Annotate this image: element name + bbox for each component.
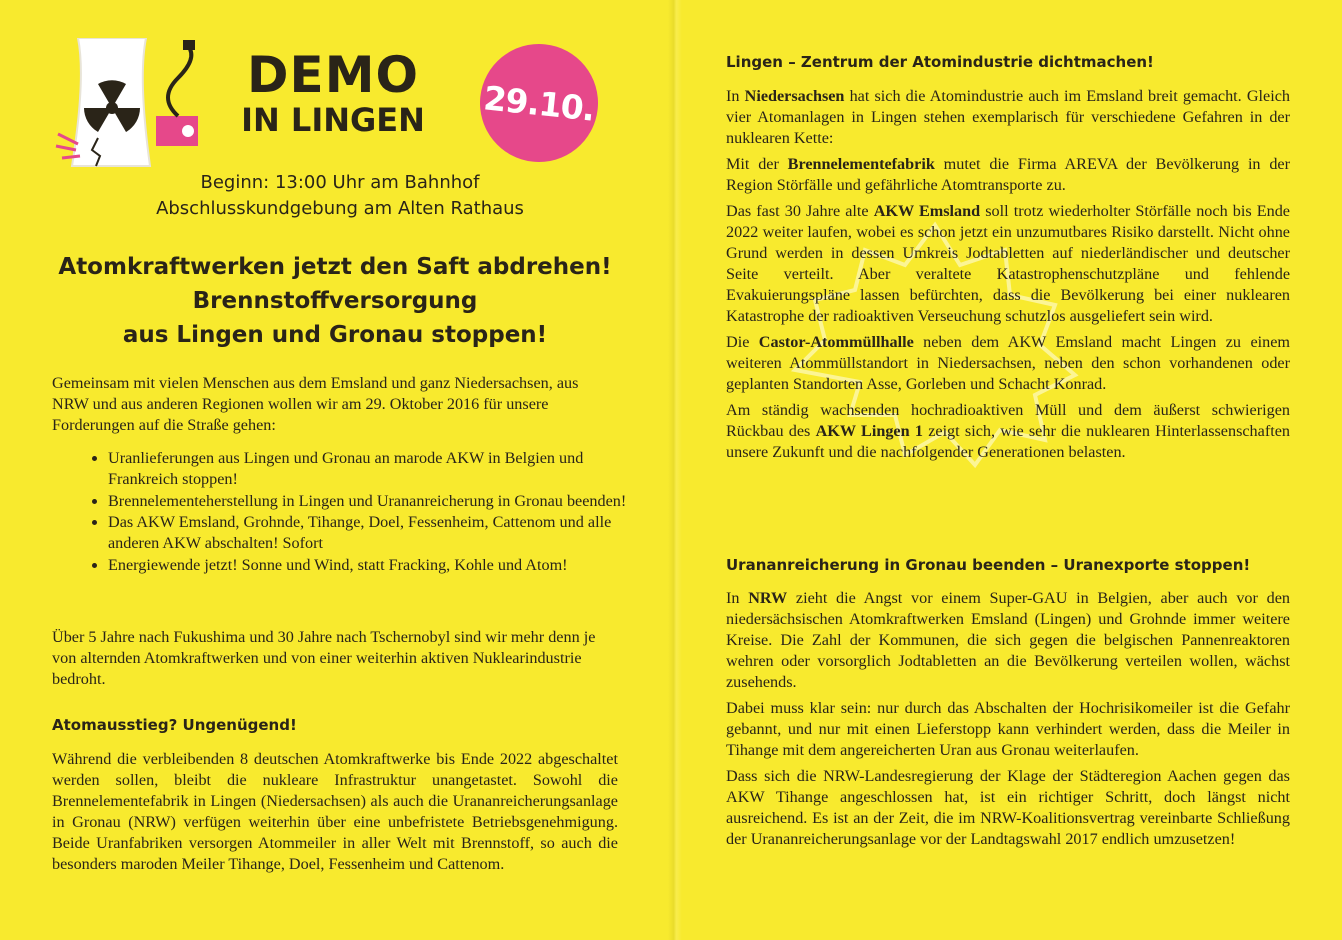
- list-item: • Das AKW Emsland, Grohnde, Tihange, Doel, Fessenheim, Cattenom und alle anderen AKW abschalten! Sofort: [108, 512, 628, 554]
- event-meta: [60, 170, 620, 222]
- text-span: Die: [726, 333, 759, 351]
- text-span: soll trotz wiederholter Störfälle noch bis Ende 2022 weiter laufen, wobei es schon jetzt ein unzumutbares Risiko darstellt. Nicht ohne Grund werden in dessen Umkreis Jodtabletten auf niederländischer und deutscher Seite verteilt. Aber veraltete Katastrophenschutzpläne und fehlende Evakuierungspläne lassen befürchten, dass die Bevölkerung bei einer nuklearen Katastrophe der radioaktiven Verseuchung schutzlos ausgeliefert sein wird.: [726, 202, 1290, 325]
- lingen-section: [726, 86, 1290, 468]
- akw-emsland-paragraph: [726, 201, 1290, 327]
- nrw-paragraph: [726, 588, 1290, 693]
- hochrisikomeiler-paragraph: Dabei muss klar sein: nur durch das Abschalten der Hochrisikomeiler ist die Gefahr gebannt, und nur mit einen Lieferstopp kann verhindert werden, dass die Meiler in Tihange mit dem angereicherten Uran aus Gronau weiterlaufen.: [726, 699, 1290, 759]
- section-heading-gronau: Urananreicherung in Gronau beenden – Uranexporte stoppen!: [726, 556, 1251, 574]
- bold-term: AKW Lingen 1: [815, 422, 923, 440]
- fukushima-paragraph: Über 5 Jahre nach Fukushima und 30 Jahre nach Tschernobyl sind wir mehr denn je von alternden Atomkraftwerken und von einer weiterhin aktiven Nuklearindustrie bedroht.: [52, 628, 596, 688]
- closing-info: Abschlusskundgebung am Alten Rathaus: [156, 198, 524, 219]
- text-span: mutet die Firma AREVA der Bevölkerung in der Region Störfälle und gefährliche Atomtransporte zu.: [726, 155, 1291, 194]
- list-item: • Brennelementeherstellung in Lingen und Urananreicherung in Gronau beenden!: [108, 491, 628, 512]
- text-span: Am ständig wachsenden hochradioaktiven Müll und dem äußerst schwierigen Rückbau des: [726, 401, 1290, 440]
- list-item: • Uranlieferungen aus Lingen und Gronau an marode AKW in Belgien und Frankreich stoppen!: [108, 448, 628, 490]
- headline-line-3: aus Lingen und Gronau stoppen!: [122, 322, 548, 348]
- section-heading-atomausstieg: Atomausstieg? Ungenügend!: [52, 716, 297, 734]
- demo-title: [238, 48, 428, 138]
- text-span: In: [726, 87, 745, 105]
- text-span: Mit der: [726, 155, 788, 173]
- headline-line-1: Atomkraftwerken jetzt den Saft abdrehen!: [58, 254, 612, 280]
- gronau-section: [726, 588, 1290, 855]
- brennelementefabrik-paragraph: [726, 154, 1290, 196]
- intro-paragraph: Gemeinsam mit vielen Menschen aus dem Emsland und ganz Niedersachsen, aus NRW und aus anderen Regionen wollen wir am 29. Oktober 2016 für unsere Forderungen auf die Straße gehen:: [52, 374, 579, 434]
- section-heading-lingen: Lingen – Zentrum der Atomindustrie dichtmachen!: [726, 53, 1154, 71]
- akw-lingen-paragraph: [726, 400, 1290, 463]
- bold-term: Brennelementefabrik: [787, 155, 935, 173]
- page-fold: [668, 0, 682, 940]
- headline-line-2: Brennstoffversorgung: [192, 288, 478, 314]
- text-span: zieht die Angst vor einem Super-GAU in Belgien, aber auch vor den niedersächsischen Atomkraftwerken Emsland (Lingen) und Grohnde immer weitere Kreise. Die Zahl der Kommunen, die sich gegen die belgischen Pannenreaktoren wehren oder vorsorglich Jodtabletten an die Bevölkerung verteilen wollen, wächst zusehends.: [726, 589, 1290, 691]
- niedersachsen-paragraph: [726, 86, 1290, 149]
- title-line-1: DEMO: [247, 46, 419, 104]
- nuclear-plant-logo: [38, 38, 214, 176]
- headline: [40, 250, 630, 352]
- list-item: • Energiewende jetzt! Sonne und Wind, statt Fracking, Kohle und Atom!: [108, 555, 628, 576]
- castor-paragraph: [726, 332, 1290, 395]
- text-span: neben dem AKW Emsland macht Lingen zu einem weiteren Atommüllstandort in Niedersachsen, neben den schon vorhandenen oder geplanten Standorten Asse, Gorleben und Schacht Konrad.: [726, 333, 1291, 393]
- right-page: [682, 0, 1342, 940]
- text-span: In: [726, 589, 749, 607]
- demands-list: [78, 448, 628, 576]
- text-span: zeigt sich, wie sehr die nuklearen Hinterlassenschaften unsere Zukunft und die nachfolgender Generationen belasten.: [726, 422, 1291, 461]
- title-line-2: IN LINGEN: [241, 101, 425, 139]
- bold-term: AKW Emsland: [873, 202, 981, 220]
- left-page: [0, 0, 668, 940]
- bold-term: Castor-Atommüllhalle: [758, 333, 914, 351]
- infrastructure-paragraph: Während die verbleibenden 8 deutschen Atomkraftwerke bis Ende 2022 abgeschaltet werden sollen, bleibt die nukleare Infrastruktur unangetastet. Sowohl die Brennelementefabrik in Lingen (Niedersachsen) als auch die Urananreicherungsanlage in Gronau (NRW) verfügen weiterhin über eine unbefristete Betriebsgenehmigung. Beide Uranfabriken versorgen Atommeiler in aller Welt mit Brennstoff, so auch die besonders maroden Meiler Tihange, Doel, Fessenheim und Cattenom.: [52, 750, 618, 873]
- bold-term: NRW: [748, 589, 788, 607]
- text-span: hat sich die Atomindustrie auch im Emsland breit gemacht. Gleich vier Atomanlagen in Lingen stehen exemplarisch für verschiedene Gefahren in der nuklearen Kette:: [726, 87, 1290, 147]
- date-badge: 29.10.: [474, 38, 604, 168]
- bold-term: Niedersachsen: [744, 87, 845, 105]
- text-span: Das fast 30 Jahre alte: [726, 202, 874, 220]
- landesregierung-paragraph: Dass sich die NRW-Landesregierung der Klage der Städteregion Aachen gegen das AKW Tihange angeschlossen hat, ist ein richtiger Schritt, doch längst nicht ausreichend. Es ist an der Zeit, die im NRW-Koalitionsvertrag vereinbarte Schließung der Urananreicherungsanlage vor der Landtagswahl 2017 endlich umzusetzen!: [726, 767, 1290, 848]
- start-info: Beginn: 13:00 Uhr am Bahnhof: [200, 172, 480, 193]
